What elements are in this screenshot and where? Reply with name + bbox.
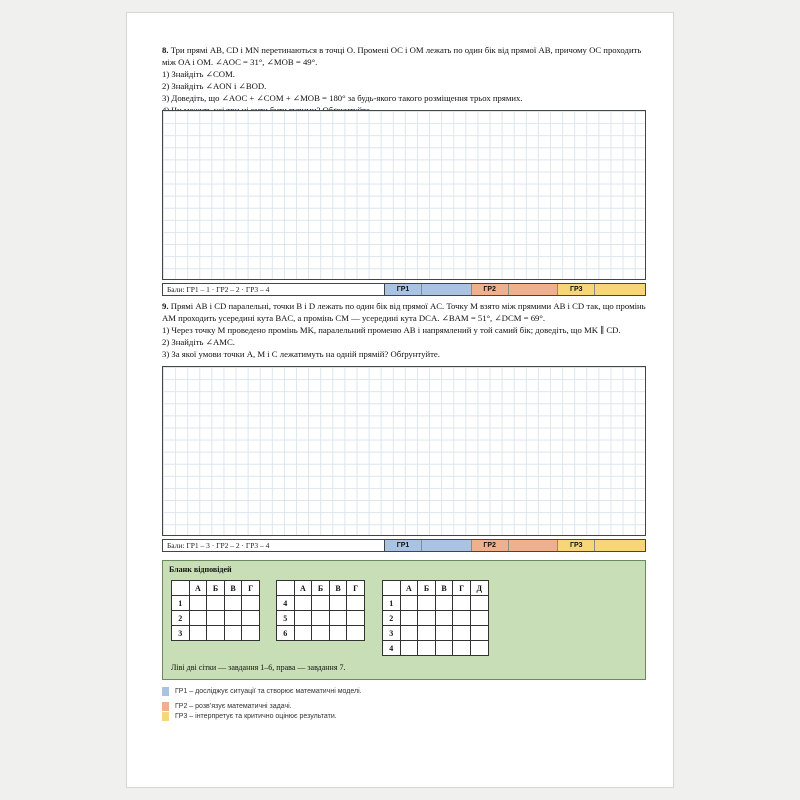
task-8-gr1-label: ГР1 (385, 284, 422, 295)
corner-cell (383, 581, 401, 596)
row-label: 4 (277, 596, 295, 611)
column-header: А (400, 581, 418, 596)
task-8-score-bar (162, 283, 646, 296)
corner-cell (277, 581, 295, 596)
answer-cell[interactable] (470, 641, 488, 656)
column-header: Г (453, 581, 471, 596)
task-9-gr3-label: ГР3 (558, 540, 595, 551)
task-8-question-1: 1) Знайдіть ∠COM. (162, 69, 235, 79)
gr2-color-swatch (162, 702, 169, 711)
task-9-text (162, 300, 648, 360)
task-8-gr3-box[interactable] (595, 284, 645, 295)
answer-cell[interactable] (329, 626, 347, 641)
answer-cell[interactable] (312, 611, 330, 626)
answer-cell[interactable] (347, 611, 365, 626)
task-8-question-2: 2) Знайдіть ∠AON і ∠BOD. (162, 81, 267, 91)
legend-gr1 (162, 687, 362, 696)
answer-cell[interactable] (470, 596, 488, 611)
legend-gr2 (162, 702, 292, 711)
answer-cell[interactable] (189, 626, 207, 641)
task-9-answer-grid[interactable] (162, 366, 646, 536)
answer-table-3 (382, 580, 489, 656)
answer-cell[interactable] (400, 611, 418, 626)
row-label: 1 (383, 596, 401, 611)
gr3-color-swatch (162, 712, 169, 721)
answer-cell[interactable] (453, 626, 471, 641)
row-label: 2 (383, 611, 401, 626)
row-label: 5 (277, 611, 295, 626)
column-header: В (435, 581, 453, 596)
answer-cell[interactable] (435, 641, 453, 656)
answer-cell[interactable] (294, 626, 312, 641)
task-9-question-2: 2) Знайдіть ∠AMC. (162, 337, 235, 347)
task-8-gr2-label: ГР2 (472, 284, 509, 295)
task-8-gr2-box[interactable] (509, 284, 559, 295)
task-9-question-3: 3) За якої умови точки A, M і C лежатимуть на одній прямій? Обґрунтуйте. (162, 349, 440, 359)
answer-sheet-note: Ліві дві сітки — завдання 1–6, права — завдання 7. (171, 663, 346, 672)
answer-cell[interactable] (470, 611, 488, 626)
answer-cell[interactable] (242, 626, 260, 641)
task-9-gr2-label: ГР2 (472, 540, 509, 551)
column-header: Б (207, 581, 225, 596)
task-9-scores: Бали: ГР1 – 3 · ГР2 – 2 · ГР3 – 4 (163, 540, 385, 551)
legend-gr1-text: ГР1 – досліджує ситуації та створює математичні моделі. (175, 688, 362, 695)
answer-cell[interactable] (347, 626, 365, 641)
task-8-gr3-label: ГР3 (558, 284, 595, 295)
answer-cell[interactable] (418, 596, 436, 611)
task-8-gr1-box[interactable] (422, 284, 472, 295)
answer-cell[interactable] (224, 596, 242, 611)
answer-table-1 (171, 580, 260, 641)
answer-cell[interactable] (435, 596, 453, 611)
answer-cell[interactable] (435, 626, 453, 641)
column-header: В (329, 581, 347, 596)
task-9-statement: Прямі AB і CD паралельні, точки B і D лежать по один бік від прямої AC. Точку M взято між прямими AB і CD так, що промінь AM проходить усередині кута BAC, а промінь CM — усередині кута DCA. ∠BAM = 51°, ∠DCM = 69°. (162, 301, 646, 323)
answer-cell[interactable] (329, 596, 347, 611)
answer-cell[interactable] (242, 611, 260, 626)
answer-table-2 (276, 580, 365, 641)
task-9-gr2-box[interactable] (509, 540, 559, 551)
row-label: 2 (172, 611, 190, 626)
column-header: В (224, 581, 242, 596)
answer-sheet-title: Бланк відповідей (169, 565, 232, 574)
answer-cell[interactable] (400, 596, 418, 611)
gr1-color-swatch (162, 687, 169, 696)
row-label: 6 (277, 626, 295, 641)
answer-cell[interactable] (453, 611, 471, 626)
column-header: Г (347, 581, 365, 596)
task-8-statement: Три прямі AB, CD і MN перетинаються в точці O. Промені OC і OM лежать по один бік від прямої AB, причому OC проходить між OA і OM. ∠AOC = 31°, ∠MOB = 49°. (162, 45, 642, 67)
column-header: А (189, 581, 207, 596)
task-9-number: 9. (162, 301, 169, 311)
answer-cell[interactable] (242, 596, 260, 611)
legend-gr3 (162, 712, 337, 721)
answer-cell[interactable] (347, 596, 365, 611)
task-9-score-bar (162, 539, 646, 552)
answer-cell[interactable] (224, 626, 242, 641)
answer-cell[interactable] (418, 641, 436, 656)
column-header: А (294, 581, 312, 596)
answer-cell[interactable] (189, 596, 207, 611)
answer-cell[interactable] (435, 611, 453, 626)
answer-cell[interactable] (224, 611, 242, 626)
row-label: 4 (383, 641, 401, 656)
answer-cell[interactable] (207, 596, 225, 611)
task-9-gr3-box[interactable] (595, 540, 645, 551)
task-8-number: 8. (162, 45, 169, 55)
answer-cell[interactable] (294, 596, 312, 611)
row-label: 3 (172, 626, 190, 641)
corner-cell (172, 581, 190, 596)
answer-cell[interactable] (207, 611, 225, 626)
answer-cell[interactable] (189, 611, 207, 626)
answer-cell[interactable] (400, 641, 418, 656)
answer-cell[interactable] (400, 626, 418, 641)
legend-gr2-text: ГР2 – розв’язує математичні задачі. (175, 703, 292, 710)
answer-sheet-panel (162, 560, 646, 680)
row-label: 3 (383, 626, 401, 641)
task-8-question-3: 3) Доведіть, що ∠AOC + ∠COM + ∠MOB = 180° за будь-якого такого розміщення трьох прямих. (162, 93, 523, 103)
answer-cell[interactable] (329, 611, 347, 626)
legend-gr3-text: ГР3 – інтерпретує та критично оцінює результати. (175, 713, 337, 720)
answer-cell[interactable] (453, 596, 471, 611)
column-header: Д (470, 581, 488, 596)
answer-cell[interactable] (312, 626, 330, 641)
task-9-gr1-label: ГР1 (385, 540, 422, 551)
column-header: Б (418, 581, 436, 596)
column-header: Г (242, 581, 260, 596)
answer-cell[interactable] (418, 626, 436, 641)
task-8-text (162, 44, 648, 116)
answer-cell[interactable] (470, 626, 488, 641)
task-9-question-1: 1) Через точку M проведено промінь MK, паралельний променю AB і напрямлений у той самий бік; доведіть, що MK ∥ CD. (162, 325, 621, 335)
task-8-scores: Бали: ГР1 – 1 · ГР2 – 2 · ГР3 – 4 (163, 284, 385, 295)
row-label: 1 (172, 596, 190, 611)
answer-cell[interactable] (294, 611, 312, 626)
column-header: Б (312, 581, 330, 596)
answer-cell[interactable] (207, 626, 225, 641)
answer-cell[interactable] (418, 611, 436, 626)
answer-cell[interactable] (453, 641, 471, 656)
task-8-answer-grid[interactable] (162, 110, 646, 280)
answer-cell[interactable] (312, 596, 330, 611)
task-9-gr1-box[interactable] (422, 540, 472, 551)
